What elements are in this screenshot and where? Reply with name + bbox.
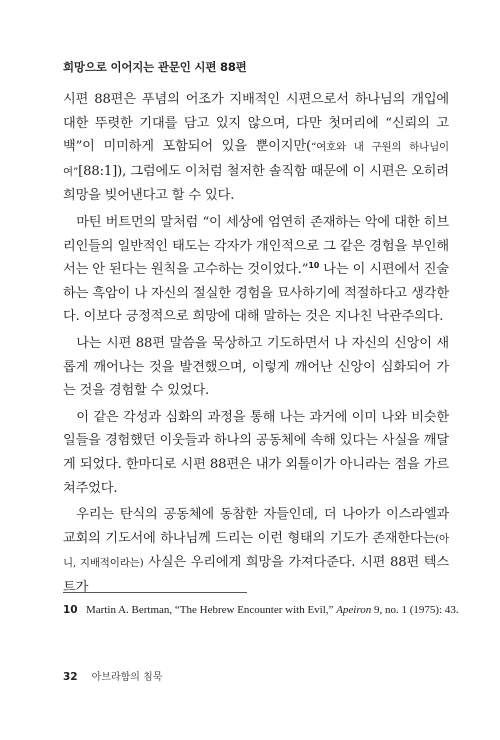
paragraph-2-text-a: 마틴 버트먼의 말처럼 “이 세상에 엄연히 존재하는 악에 대한 히브리인들의 일반적인 태도는 각자가 개인적으로 그 같은 경험을 부인해서는 안 된다는 원칙을 고수하는 것이었다.”	[63, 214, 449, 278]
paragraph-5-text-a: 우리는 탄식의 공동체에 동참한 자들인데, 더 나아가 이스라엘과 교회의 기도서에 하나님께 드리는 이런 형태의 기도가 존재한다는	[63, 507, 449, 546]
running-head: 희망으로 이어지는 관문인 시편 88편	[63, 60, 247, 74]
paragraph-1	[63, 88, 449, 208]
footnote-text	[86, 604, 459, 616]
footnote-divider	[63, 592, 247, 593]
footnote-journal: Apeiron	[336, 604, 372, 616]
paragraph-4: 이 같은 각성과 심화의 과정을 통해 나는 과거에 이미 나와 비슷한 일들을 경험했던 이웃들과 하나의 공동체에 속해 있다는 사실을 깨달게 되었다. 한마디로 시편 88편은 내가 외톨이가 아니라는 점을 가르쳐주었다.	[63, 409, 449, 496]
footnote	[63, 603, 459, 617]
main-text	[63, 88, 449, 599]
paragraph-1-text-b: [88:1]), 그럼에도 이처럼 철저한 솔직함 때문에 이 시편은 오히려 희망을 빚어낸다고 할 수 있다.	[63, 163, 449, 204]
paragraph-5-inline-aside: (아니, 지배적이라는)	[63, 532, 449, 570]
paragraph-3: 나는 시편 88편 말씀을 묵상하고 기도하면서 나 자신의 신앙이 새롭게 깨어나는 것을 발견했으며, 이렇게 깨어난 신앙이 심화되어 가는 것을 경험할 수 있었다.	[63, 335, 449, 399]
page-footer	[63, 668, 162, 683]
paragraph-2	[63, 211, 449, 329]
footnote-details: 9, no. 1 (1975): 43.	[371, 604, 459, 616]
footnote-reference: 10	[308, 261, 320, 271]
footnote-author: Martin A. Bertman,	[86, 604, 175, 616]
footnote-number: 10	[63, 604, 78, 616]
book-title: 아브라함의 침묵	[91, 672, 163, 683]
paragraph-5	[63, 503, 449, 599]
footnote-article-title: “The Hebrew Encounter with Evil,”	[174, 604, 337, 616]
paragraph-1-inline-quote: “여호와 내 구원의 하나님이여”	[63, 141, 449, 178]
paragraph-2-text-b: 나는 이 시편에서 진술하는 흑암이 나 자신의 절실한 경험을 묘사하기에 적절하다고 생각한다. 이보다 긍정적으로 희망에 대해 말하는 것은 지나친 낙관주의다.	[63, 262, 449, 325]
page-number: 32	[63, 671, 78, 683]
paragraph-5-text-b: 사실은 우리에게 희망을 가져다준다. 시편 88편 텍스트가	[63, 555, 449, 595]
paragraph-1-text-a: 시편 88편은 푸념의 어조가 지배적인 시편으로서 하나님의 개입에 대한 뚜렷한 기대를 담고 있지 않으며, 다만 첫머리에 “신뢰의 고백”이 미미하게 포함되어 있을 뿐이지만(	[63, 92, 449, 155]
